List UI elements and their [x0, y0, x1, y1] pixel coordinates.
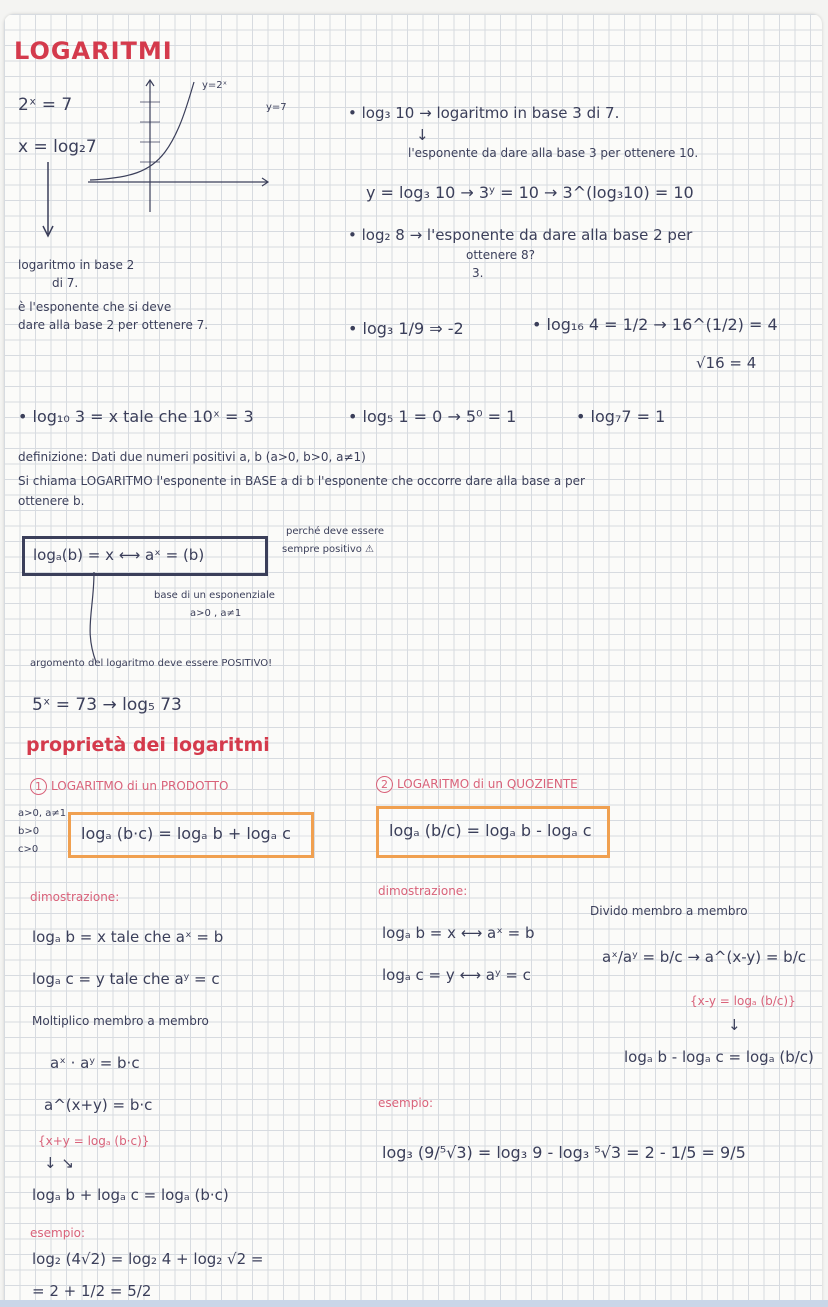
demo1-line6: {x+y = logₐ (b·c)}: [38, 1134, 150, 1148]
demo1-line2: logₐ c = y tale che aʸ = c: [32, 970, 220, 988]
property2-formula-box: [376, 806, 610, 858]
intro-desc3: è l'esponente che si deve: [18, 300, 172, 314]
demo1-example2: = 2 + 1/2 = 5/2: [32, 1282, 152, 1300]
property1-formula: logₐ (b·c) = logₐ b + logₐ c: [81, 824, 291, 843]
demo1-label: dimostrazione:: [30, 890, 120, 904]
intro-eq2: x = log₂7: [18, 137, 97, 157]
property2-title: [376, 776, 578, 793]
definition-line1: definizione: Dati due numeri positivi a, b (a>0, b>0, a≠1): [18, 450, 366, 464]
argument-pointer-line: [64, 570, 104, 670]
right-line1: • log₃ 10 → logaritmo in base 3 di 7.: [348, 104, 620, 122]
right-line4: • log₂ 8 → l'esponente da dare alla base 2 per: [348, 226, 693, 244]
property2-formula: logₐ (b/c) = logₐ b - logₐ c: [389, 821, 592, 840]
definition-box-formula: logₐ(b) = x ⟷ aˣ = (b): [33, 546, 205, 564]
down-arrow-icon: [38, 162, 58, 242]
demo2-label: dimostrazione:: [378, 884, 468, 898]
definition-line3: ottenere b.: [18, 494, 85, 508]
property1-cond2: b>0: [18, 826, 40, 837]
intro-eq1: 2ˣ = 7: [18, 95, 73, 115]
demo1-line1: logₐ b = x tale che aˣ = b: [32, 928, 224, 946]
demo1-line7: logₐ b + logₐ c = logₐ (b·c): [32, 1186, 229, 1204]
definition-box: [22, 536, 268, 576]
demo1-example-label: esempio:: [30, 1226, 86, 1240]
demo1-line3: Moltiplico membro a membro: [32, 1014, 209, 1028]
demo2-arrow: ↓: [728, 1016, 741, 1034]
right-line3: y = log₃ 10 → 3ʸ = 10 → 3^(log₃10) = 10: [366, 183, 694, 202]
properties-heading: proprietà dei logaritmi: [26, 734, 270, 756]
right-line6: 3.: [472, 266, 484, 280]
demo2-line6: logₐ b - logₐ c = logₐ (b/c): [624, 1048, 814, 1066]
right-line7: • log₃ 1/9 ⇒ -2: [348, 319, 464, 338]
row2-b: • log₅ 1 = 0 → 5⁰ = 1: [348, 407, 517, 426]
definition-note-right1: perché deve essere: [286, 526, 385, 537]
demo2-line3: Divido membro a membro: [590, 904, 748, 918]
page-title: LOGARITMI: [14, 37, 173, 65]
bottom-edge: [0, 1300, 828, 1307]
right-arrow: ↓: [416, 126, 429, 144]
property2-title-text: LOGARITMO di un QUOZIENTE: [397, 777, 578, 791]
graph-curve-label: y=2ˣ: [202, 80, 228, 91]
right-line2: l'esponente da dare alla base 3 per ottenere 10.: [408, 146, 699, 160]
intro-desc4: dare alla base 2 per ottenere 7.: [18, 318, 209, 332]
right-line9: √16 = 4: [696, 354, 757, 372]
property2-number: 2: [376, 776, 393, 793]
property1-cond3: c>0: [18, 844, 39, 855]
definition-example: 5ˣ = 73 → log₅ 73: [32, 695, 182, 715]
exponential-graph: [80, 72, 300, 222]
definition-line2: Si chiama LOGARITMO l'esponente in BASE a di b l'esponente che occorre dare alla base a per: [18, 474, 585, 488]
intro-desc1: logaritmo in base 2: [18, 258, 135, 272]
demo2-line4: aˣ/aʸ = b/c → a^(x-y) = b/c: [602, 948, 807, 966]
graph-line-label: y=7: [266, 102, 287, 113]
definition-note-base1: base di un esponenziale: [154, 590, 275, 601]
demo1-line5: a^(x+y) = b·c: [44, 1096, 153, 1114]
demo1-arrows: ↓ ↘: [44, 1154, 74, 1172]
demo1-line4: aˣ · aʸ = b·c: [50, 1054, 140, 1072]
demo2-line1: logₐ b = x ⟷ aˣ = b: [382, 924, 535, 942]
right-line8: • log₁₆ 4 = 1/2 → 16^(1/2) = 4: [532, 315, 778, 334]
demo2-line2: logₐ c = y ⟷ aʸ = c: [382, 966, 531, 984]
property1-number: 1: [30, 778, 47, 795]
property1-formula-box: [68, 812, 314, 858]
demo2-example: log₃ (9/⁵√3) = log₃ 9 - log₃ ⁵√3 = 2 - 1/5 = 9/5: [382, 1143, 746, 1162]
demo2-line5: {x-y = logₐ (b/c)}: [690, 994, 796, 1008]
row2-a: • log₁₀ 3 = x tale che 10ˣ = 3: [18, 407, 254, 426]
right-line5: ottenere 8?: [466, 248, 535, 262]
definition-note-base2: a>0 , a≠1: [190, 608, 242, 619]
property1-title-text: LOGARITMO di un PRODOTTO: [51, 779, 229, 793]
demo2-example-label: esempio:: [378, 1096, 434, 1110]
definition-note-argument: argomento del logaritmo deve essere POSITIVO!: [30, 658, 273, 669]
demo1-example1: log₂ (4√2) = log₂ 4 + log₂ √2 =: [32, 1250, 264, 1268]
row2-c: • log₇7 = 1: [576, 407, 666, 426]
property1-cond1: a>0, a≠1: [18, 808, 67, 819]
property1-title: [30, 778, 228, 795]
definition-note-right2: sempre positivo ⚠: [282, 544, 375, 555]
intro-desc2: di 7.: [52, 276, 79, 290]
notebook-page: [4, 14, 822, 1304]
